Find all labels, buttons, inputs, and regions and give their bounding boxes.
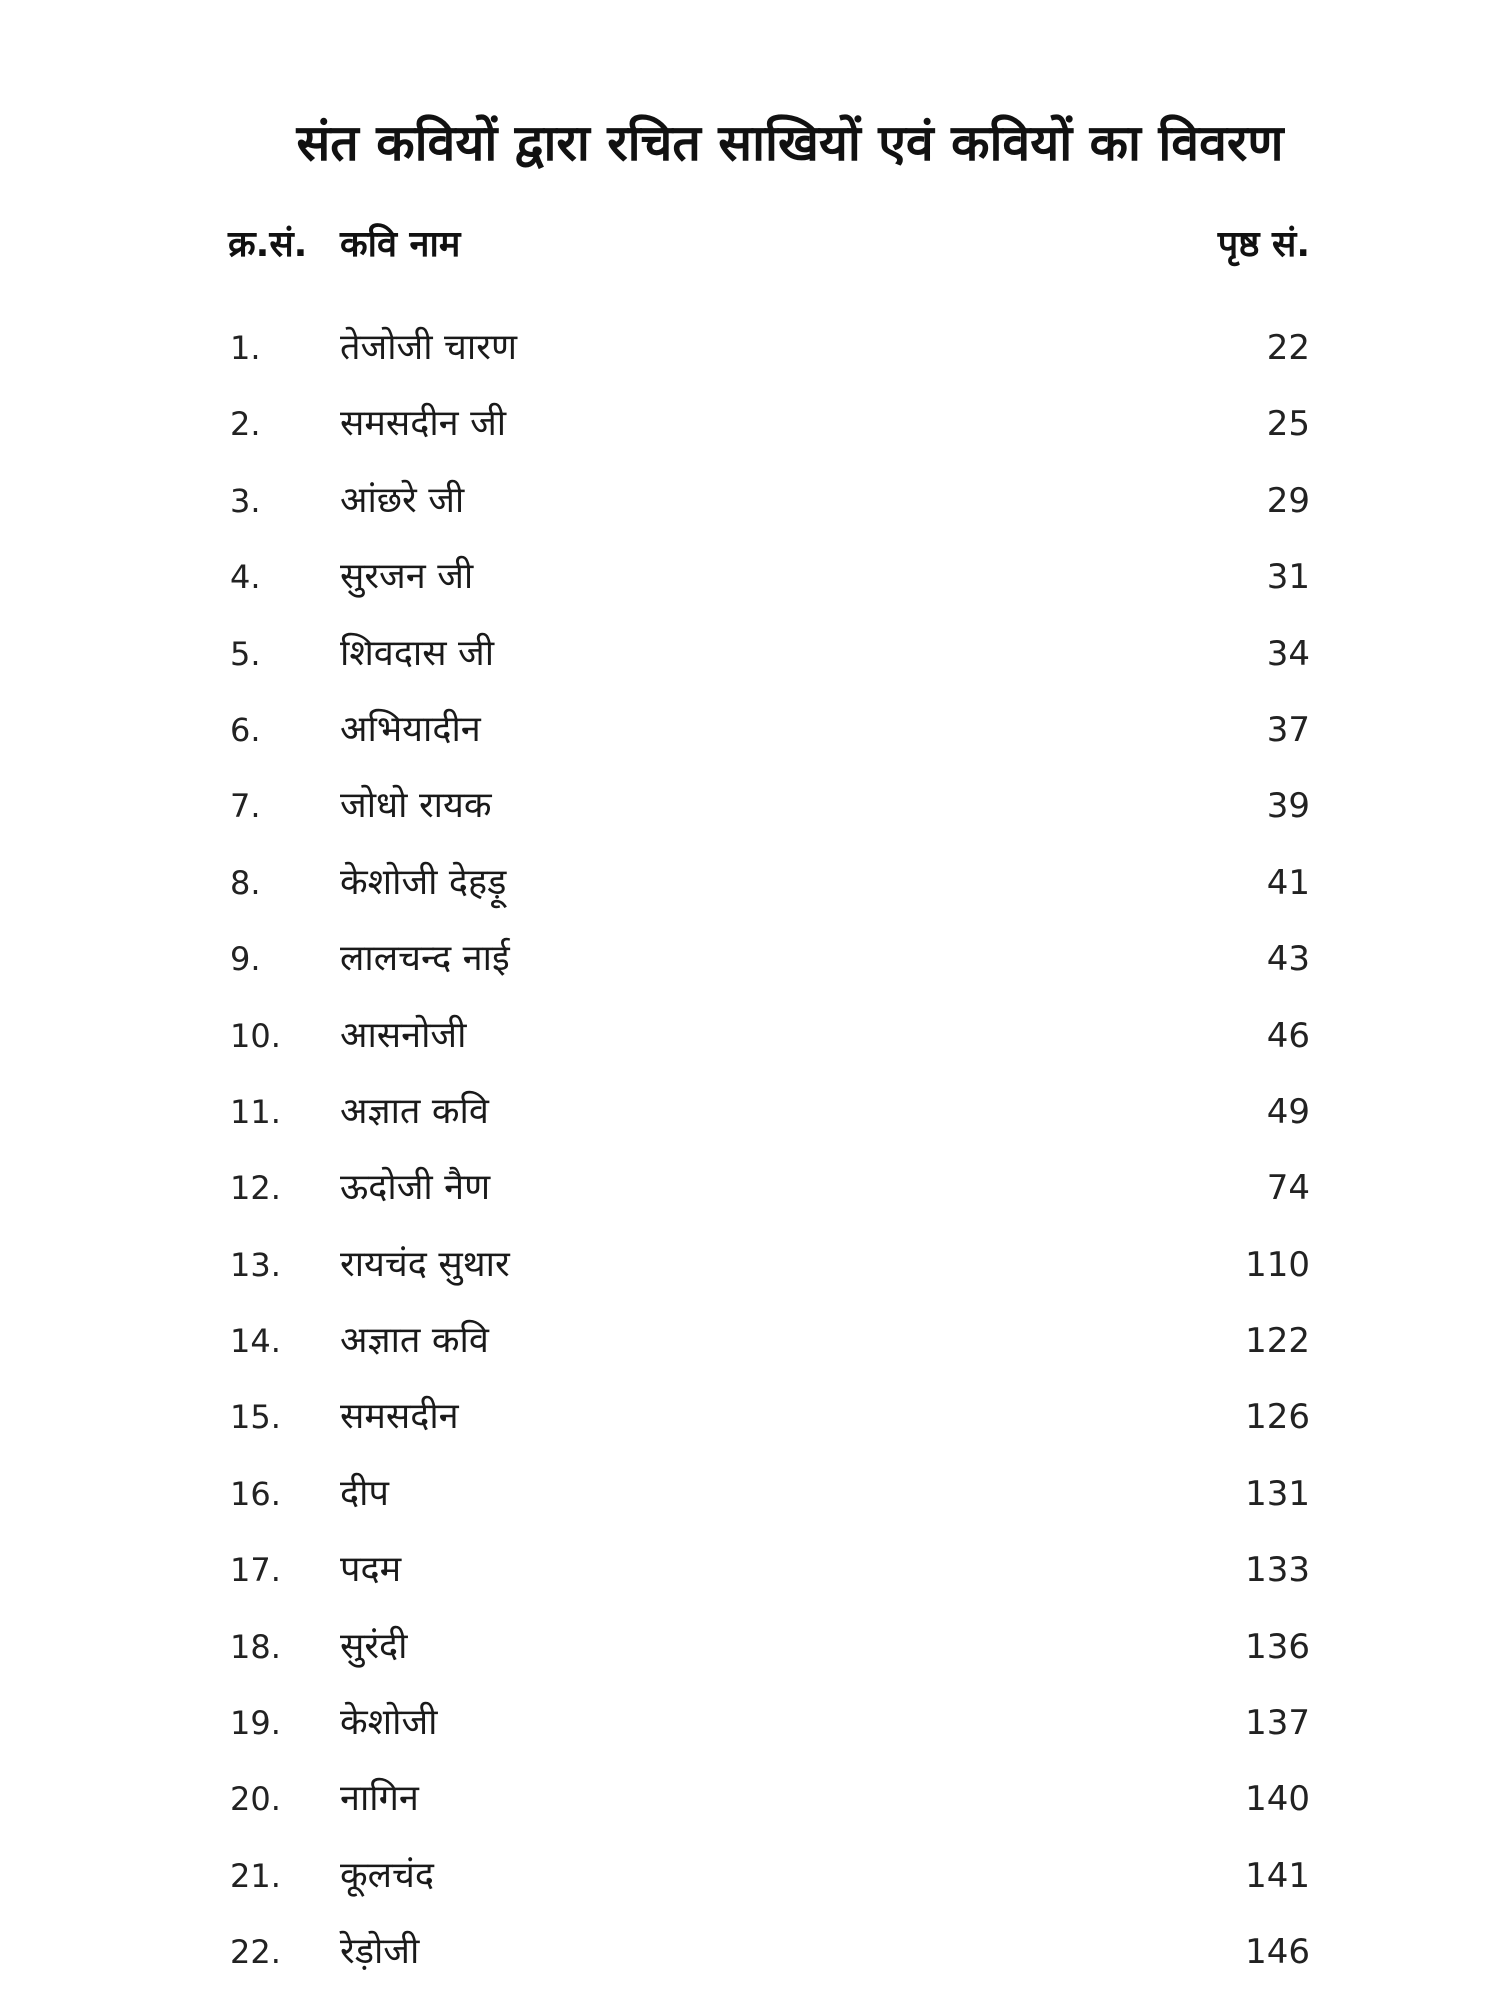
table-header: [0, 215, 1500, 275]
row-serial: 7.: [230, 787, 261, 826]
row-poet-name: नागिन: [340, 1778, 419, 1820]
row-page-number: 131: [1245, 1473, 1310, 1514]
row-poet-name: ऊदोजी नैण: [340, 1167, 491, 1209]
table-row: [0, 1685, 1500, 1761]
row-poet-name: अज्ञात कवि: [340, 1320, 489, 1362]
row-poet-name: केशोजी: [340, 1702, 438, 1744]
table-row: [0, 1379, 1500, 1455]
row-poet-name: रेड़ोजी: [340, 1931, 420, 1973]
row-page-number: 136: [1245, 1626, 1310, 1667]
row-serial: 14.: [230, 1322, 281, 1361]
row-serial: 15.: [230, 1398, 281, 1437]
header-page: पृष्ठ सं.: [1217, 224, 1310, 265]
row-page-number: 110: [1245, 1244, 1310, 1285]
row-serial: 9.: [230, 940, 261, 979]
table-row: [0, 310, 1500, 386]
table-row: [0, 998, 1500, 1074]
table-row: [0, 768, 1500, 844]
row-serial: 16.: [230, 1474, 281, 1513]
row-serial: 8.: [230, 863, 261, 902]
row-serial: 13.: [230, 1245, 281, 1284]
table-row: [0, 1609, 1500, 1685]
table-row: [0, 1227, 1500, 1303]
row-page-number: 37: [1266, 709, 1310, 750]
row-serial: 20.: [230, 1780, 281, 1819]
row-serial: 11.: [230, 1092, 281, 1131]
row-page-number: 29: [1266, 480, 1310, 521]
row-page-number: 141: [1245, 1855, 1310, 1896]
row-poet-name: लालचन्द नाई: [340, 938, 510, 980]
table-row: [0, 1150, 1500, 1226]
row-poet-name: कूलचंद: [340, 1854, 435, 1896]
table-row: [0, 1074, 1500, 1150]
table-row: [0, 1532, 1500, 1608]
row-page-number: 41: [1266, 862, 1310, 903]
header-serial: क्र.सं.: [228, 224, 308, 265]
row-page-number: 137: [1245, 1703, 1310, 1744]
row-page-number: 39: [1266, 786, 1310, 827]
row-page-number: 140: [1245, 1779, 1310, 1820]
row-page-number: 25: [1266, 404, 1310, 445]
row-poet-name: पदम: [340, 1549, 402, 1591]
row-serial: 5.: [230, 634, 261, 673]
row-serial: 19.: [230, 1704, 281, 1743]
table-row: [0, 692, 1500, 768]
row-page-number: 22: [1266, 328, 1310, 368]
row-serial: 21.: [230, 1856, 281, 1895]
table-row: [0, 1456, 1500, 1532]
poet-list: [0, 310, 1500, 1991]
row-poet-name: केशोजी देहड़ू: [340, 861, 507, 903]
header-name: कवि नाम: [340, 224, 461, 265]
row-serial: 4.: [230, 558, 261, 597]
row-poet-name: आसनोजी: [340, 1014, 467, 1056]
row-page-number: 146: [1245, 1932, 1310, 1973]
table-row: [0, 921, 1500, 997]
row-page-number: 46: [1266, 1015, 1310, 1056]
table-row: [0, 463, 1500, 539]
row-serial: 17.: [230, 1551, 281, 1590]
row-serial: 2.: [230, 405, 261, 444]
row-page-number: 74: [1266, 1168, 1310, 1209]
row-page-number: 122: [1245, 1321, 1310, 1362]
row-poet-name: समसदीन जी: [340, 403, 507, 445]
table-row: [0, 845, 1500, 921]
row-serial: 1.: [230, 329, 261, 367]
row-poet-name: समसदीन: [340, 1396, 459, 1438]
row-poet-name: अभियादीन: [340, 708, 481, 750]
row-page-number: 133: [1245, 1550, 1310, 1591]
row-page-number: 49: [1266, 1091, 1310, 1132]
page-title: संत कवियों द्वारा रचित साखियों एवं कवियों का विवरण: [296, 114, 1284, 172]
row-poet-name: सुरजन जी: [340, 556, 474, 598]
table-row: [0, 1914, 1500, 1990]
row-poet-name: आंछरे जी: [340, 479, 465, 521]
row-poet-name: अज्ञात कवि: [340, 1090, 489, 1132]
row-poet-name: तेजोजी चारण: [340, 327, 517, 368]
row-poet-name: सुरंदी: [340, 1625, 408, 1667]
row-page-number: 126: [1245, 1397, 1310, 1438]
row-serial: 6.: [230, 710, 261, 749]
table-row: [0, 539, 1500, 615]
row-poet-name: जोधो रायक: [340, 785, 492, 827]
row-page-number: 43: [1266, 939, 1310, 980]
row-page-number: 34: [1266, 633, 1310, 674]
row-serial: 12.: [230, 1169, 281, 1208]
table-row: [0, 1838, 1500, 1914]
table-row: [0, 1303, 1500, 1379]
table-row: [0, 1761, 1500, 1837]
row-poet-name: रायचंद सुथार: [340, 1243, 510, 1285]
row-serial: 3.: [230, 481, 261, 520]
row-poet-name: दीप: [340, 1472, 389, 1514]
row-serial: 22.: [230, 1933, 281, 1972]
row-poet-name: शिवदास जी: [340, 632, 495, 674]
table-row: [0, 616, 1500, 692]
row-serial: 10.: [230, 1016, 281, 1055]
row-serial: 18.: [230, 1627, 281, 1666]
row-page-number: 31: [1266, 557, 1310, 598]
table-row: [0, 386, 1500, 462]
